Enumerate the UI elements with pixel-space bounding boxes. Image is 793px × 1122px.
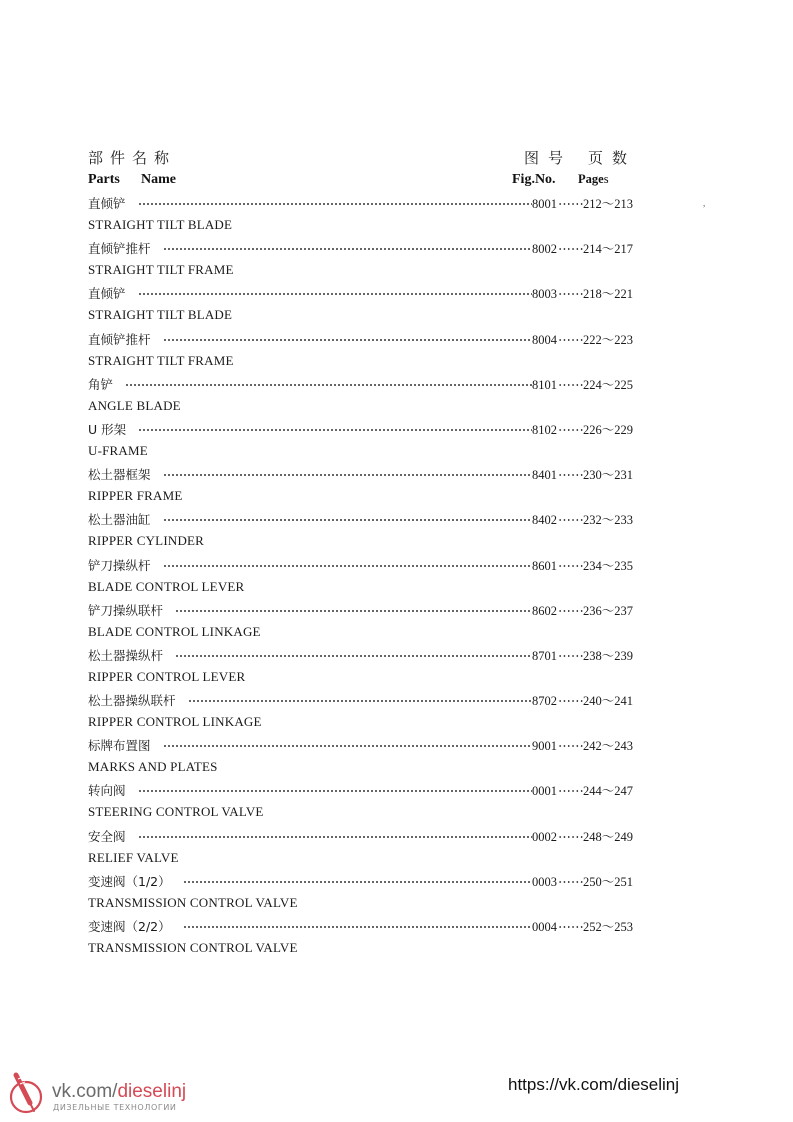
dot-leader-short [557, 195, 583, 209]
entry-fig-no: 0001 [531, 784, 557, 799]
dot-leader [163, 511, 532, 525]
entry-en-name: MARKS AND PLATES [88, 759, 218, 775]
entry-fig-no: 8601 [531, 558, 557, 573]
entry-cn-line [88, 736, 633, 754]
header-cn-pages: 页数 [588, 149, 637, 167]
entry-fig-no: 8401 [531, 468, 557, 483]
entry-cn-line [88, 827, 633, 845]
entry-cn-line [88, 556, 633, 574]
entry-cn-line [88, 375, 633, 393]
entry-cn-line [88, 510, 633, 528]
entry-fig-no: 8003 [531, 287, 557, 302]
entry-pages: 234～235 [582, 558, 633, 573]
entry-pages: 244～247 [582, 784, 633, 799]
parts-list [88, 192, 633, 960]
entry-cn-name: 转向阀 [88, 783, 126, 799]
list-item [88, 779, 633, 824]
dot-leader-short [557, 511, 583, 525]
entry-cn-name: 直倾铲 [88, 286, 126, 302]
dot-leader [138, 421, 532, 435]
entry-fig-no: 8701 [531, 648, 557, 663]
entry-cn-name: 松土器操纵杆 [88, 647, 164, 663]
entry-en-name: TRANSMISSION CONTROL VALVE [88, 940, 298, 955]
dot-leader-short [557, 602, 583, 616]
dot-leader [175, 602, 532, 616]
list-item [88, 237, 633, 282]
entry-fig-no: 8402 [531, 513, 557, 528]
entry-fig-no: 8002 [531, 242, 557, 257]
watermark-name: dieselinj [117, 1081, 187, 1102]
dot-leader [183, 918, 532, 932]
entry-cn-name: 铲刀操纵联杆 [88, 602, 164, 618]
entry-pages: 252～253 [582, 920, 633, 934]
list-item [88, 282, 633, 327]
entry-fig-no: 0003 [531, 874, 557, 889]
entry-fig-no: 8102 [531, 422, 557, 437]
watermark-logo[interactable] [8, 1067, 208, 1117]
list-item [88, 328, 633, 373]
entry-cn-line [88, 284, 633, 302]
entry-en-name: U-FRAME [88, 442, 148, 458]
entry-cn-name: 标牌布置图 [88, 738, 151, 754]
dot-leader [163, 240, 532, 254]
entry-fig-no: 9001 [531, 739, 557, 754]
entry-fig-no: 8602 [531, 603, 557, 618]
entry-pages: 224～225 [582, 377, 633, 392]
entry-pages: 230～231 [582, 468, 633, 483]
entry-cn-line [88, 646, 633, 664]
dot-leader-short [557, 331, 583, 345]
dot-leader [138, 285, 532, 299]
entry-cn-name: 变速阀（2/2） [88, 919, 171, 934]
dot-leader-short [557, 737, 583, 751]
list-item [88, 508, 633, 553]
entry-en-name: STRAIGHT TILT BLADE [88, 307, 233, 323]
dot-leader [188, 692, 532, 706]
entry-cn-name: 角铲 [88, 376, 114, 392]
header-en-fig-no: Fig.No. [512, 172, 556, 187]
dot-leader [125, 376, 532, 390]
entry-pages: 238～239 [582, 648, 633, 663]
dot-leader-short [557, 466, 583, 480]
entry-cn-line [88, 691, 633, 709]
dot-leader [175, 647, 532, 661]
entry-cn-line [88, 917, 633, 935]
entry-cn-line [88, 465, 633, 483]
list-item [88, 418, 633, 463]
entry-en-name: STRAIGHT TILT BLADE [88, 217, 233, 232]
dot-leader-short [557, 647, 583, 661]
entry-cn-line [88, 601, 633, 619]
entry-cn-line [88, 330, 633, 348]
entry-en-name: RIPPER CONTROL LEVER [88, 668, 246, 684]
list-item [88, 825, 633, 870]
entry-en-name: RIPPER CONTROL LINKAGE [88, 714, 262, 730]
entry-cn-name: 直倾铲推杆 [88, 241, 151, 257]
entry-cn-name: 松土器油缸 [88, 512, 151, 528]
header-en-parts: Parts [88, 172, 120, 187]
entry-fig-no: 0002 [531, 829, 557, 844]
footer-url-link[interactable]: https://vk.com/dieselinj [508, 1075, 680, 1094]
entry-en-name: RIPPER CYLINDER [88, 533, 205, 549]
entry-cn-name: 松土器框架 [88, 467, 151, 483]
dot-leader-short [557, 557, 583, 571]
entry-cn-line [88, 239, 633, 257]
dot-leader-short [557, 873, 583, 887]
entry-cn-name: 安全阀 [88, 828, 126, 844]
list-item [88, 192, 633, 237]
injector-icon [8, 1067, 52, 1117]
entry-fig-no: 0004 [531, 920, 557, 934]
entry-fig-no: 8702 [531, 694, 557, 709]
entry-pages: 214～217 [582, 242, 633, 257]
entry-cn-line [88, 194, 633, 212]
entry-en-name: STEERING CONTROL VALVE [88, 804, 264, 820]
list-item [88, 554, 633, 599]
entry-pages: 240～241 [582, 694, 633, 709]
header-en-pages-text: Page [578, 172, 604, 186]
entry-pages: 250～251 [582, 874, 633, 889]
entry-cn-name: 松土器操纵联杆 [88, 693, 176, 709]
list-item [88, 599, 633, 644]
dot-leader-short [557, 692, 583, 706]
header-en-pages [578, 172, 609, 187]
entry-cn-name: 直倾铲 [88, 196, 126, 211]
entry-en-name: ANGLE BLADE [88, 397, 181, 413]
list-item [88, 915, 633, 960]
watermark-text [52, 1081, 186, 1103]
entry-en-name: BLADE CONTROL LINKAGE [88, 623, 261, 639]
entry-cn-name: 铲刀操纵杆 [88, 557, 151, 573]
dot-leader [138, 828, 532, 842]
header-cn-fig-no: 图号 [524, 149, 573, 167]
list-item [88, 373, 633, 418]
entry-fig-no: 8101 [531, 377, 557, 392]
list-item [88, 644, 633, 689]
entry-pages: 222～223 [582, 332, 633, 347]
entry-cn-name: U 形架 [88, 421, 127, 437]
entry-en-name: BLADE CONTROL LEVER [88, 578, 245, 594]
dot-leader-short [557, 828, 583, 842]
list-item [88, 689, 633, 734]
entry-pages: 236～237 [582, 603, 633, 618]
header-en-name: Name [141, 172, 176, 187]
header-en-pages-suffix: s [603, 172, 609, 186]
entry-cn-name: 变速阀（1/2） [88, 873, 171, 889]
entry-en-name: RELIEF VALVE [88, 849, 179, 865]
entry-pages: 218～221 [582, 287, 633, 302]
header-cn-parts-name: 部件名称 [88, 149, 177, 167]
dot-leader [183, 873, 532, 887]
list-item [88, 463, 633, 508]
entry-en-name: STRAIGHT TILT FRAME [88, 352, 234, 368]
dot-leader-short [557, 918, 583, 932]
entry-cn-line [88, 420, 633, 438]
entry-pages: 232～233 [582, 513, 633, 528]
list-item [88, 734, 633, 779]
dot-leader-short [557, 376, 583, 390]
watermark-subtitle: ДИЗЕЛЬНЫЕ ТЕХНОЛОГИИ [53, 1103, 177, 1112]
stray-mark: , [703, 198, 706, 208]
entry-en-name: RIPPER FRAME [88, 488, 183, 504]
dot-leader [138, 195, 532, 209]
dot-leader-short [557, 782, 583, 796]
entry-pages: 242～243 [582, 739, 633, 754]
entry-cn-line [88, 872, 633, 890]
entry-fig-no: 8004 [531, 332, 557, 347]
entry-cn-name: 直倾铲推杆 [88, 331, 151, 347]
entry-pages: 212～213 [582, 197, 633, 211]
entry-cn-line [88, 781, 633, 799]
entry-en-name: TRANSMISSION CONTROL VALVE [88, 894, 298, 910]
entry-pages: 226～229 [582, 422, 633, 437]
dot-leader [138, 782, 532, 796]
list-item [88, 870, 633, 915]
watermark-domain: vk.com/ [52, 1081, 118, 1102]
entry-fig-no: 8001 [531, 197, 557, 211]
dot-leader [163, 557, 532, 571]
dot-leader-short [557, 421, 583, 435]
entry-en-name: STRAIGHT TILT FRAME [88, 262, 234, 278]
dot-leader [163, 331, 532, 345]
dot-leader [163, 737, 532, 751]
dot-leader-short [557, 240, 583, 254]
entry-pages: 248～249 [582, 829, 633, 844]
dot-leader-short [557, 285, 583, 299]
dot-leader [163, 466, 532, 480]
